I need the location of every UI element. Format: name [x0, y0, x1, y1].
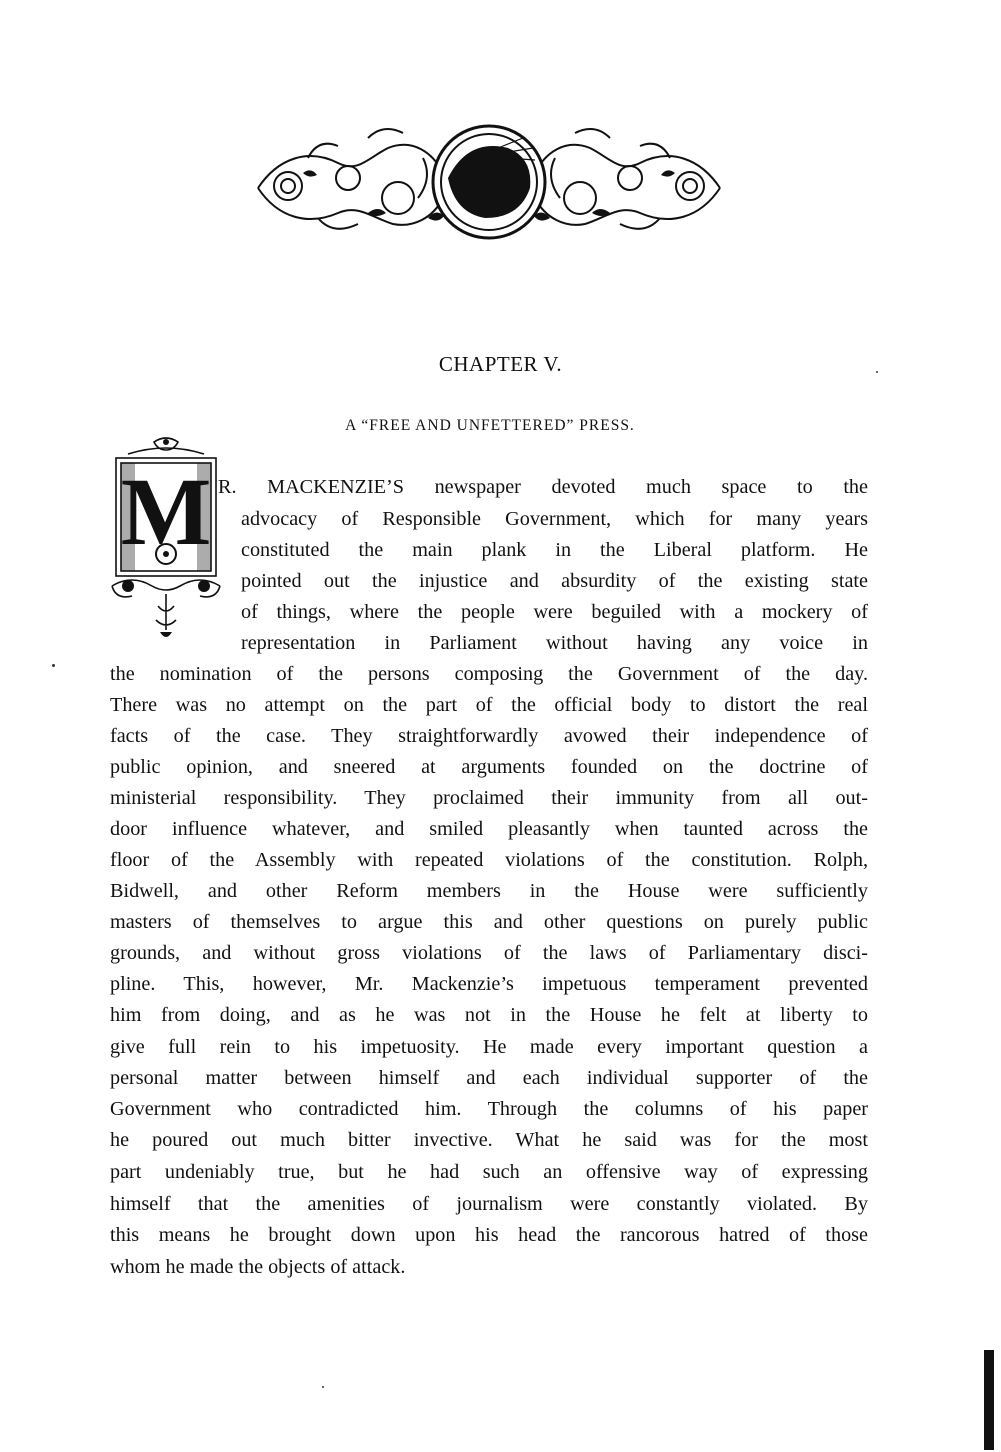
- body-line-18: him from doing, and as he was not in the House he felt at liberty to: [110, 1004, 868, 1026]
- drop-cap-letter: M: [120, 458, 212, 565]
- scan-speck: [322, 1386, 324, 1388]
- body-line-20: personal matter between himself and each individual supporter of the: [110, 1067, 868, 1089]
- body-line-2: advocacy of Responsible Government, which for many years: [241, 508, 868, 530]
- page-edge-mark: [984, 1350, 994, 1450]
- body-line-21: Government who contradicted him. Through the columns of his paper: [110, 1098, 868, 1120]
- body-line-4: pointed out the injustice and absurdity of the existing state: [241, 570, 868, 592]
- body-line-6: representation in Parliament without having any voice in: [241, 632, 868, 654]
- body-line-5: of things, where the people were beguiled with a mockery of: [241, 601, 868, 623]
- body-line-10: public opinion, and sneered at arguments founded on the doctrine of: [110, 756, 868, 778]
- body-line-14: Bidwell, and other Reform members in the House were sufficiently: [110, 880, 868, 902]
- body-line-23: part undeniably true, but he had such an offensive way of expressing: [110, 1161, 868, 1183]
- body-line-3: constituted the main plank in the Liberal platform. He: [241, 539, 868, 561]
- body-line-12: door influence whatever, and smiled pleasantly when taunted across the: [110, 818, 868, 840]
- scan-speck: [876, 371, 878, 373]
- body-line-16: grounds, and without gross violations of the laws of Parliamentary disci-: [110, 942, 868, 964]
- body-line-22: he poured out much bitter invective. What he said was for the most: [110, 1129, 868, 1151]
- ornamental-headpiece: [248, 118, 730, 246]
- body-line-26: whom he made the objects of attack.: [110, 1256, 406, 1278]
- body-line-9: facts of the case. They straightforwardly avowed their independence of: [110, 725, 868, 747]
- scan-speck: [52, 664, 55, 667]
- body-line-19: give full rein to his impetuosity. He made every important question a: [110, 1036, 868, 1058]
- body-line-1: R. MACKENZIE’S newspaper devoted much space to the: [218, 476, 868, 498]
- drop-cap-initial: [108, 436, 224, 640]
- body-line-11: ministerial responsibility. They proclaimed their immunity from all out-: [110, 787, 868, 809]
- body-line-24: himself that the amenities of journalism were constantly violated. By: [110, 1193, 868, 1215]
- body-line-13: floor of the Assembly with repeated violations of the constitution. Rolph,: [110, 849, 868, 871]
- body-line-17: pline. This, however, Mr. Mackenzie’s impetuous temperament prevented: [110, 973, 868, 995]
- body-line-25: this means he brought down upon his head the rancorous hatred of those: [110, 1224, 868, 1246]
- body-line-7: the nomination of the persons composing the Government of the day.: [110, 663, 868, 685]
- chapter-subtitle: A “FREE AND UNFETTERED” PRESS.: [345, 417, 635, 434]
- chapter-title: CHAPTER V.: [438, 352, 563, 376]
- body-line-8: There was no attempt on the part of the official body to distort the real: [110, 694, 868, 716]
- body-line-15: masters of themselves to argue this and other questions on purely public: [110, 911, 868, 933]
